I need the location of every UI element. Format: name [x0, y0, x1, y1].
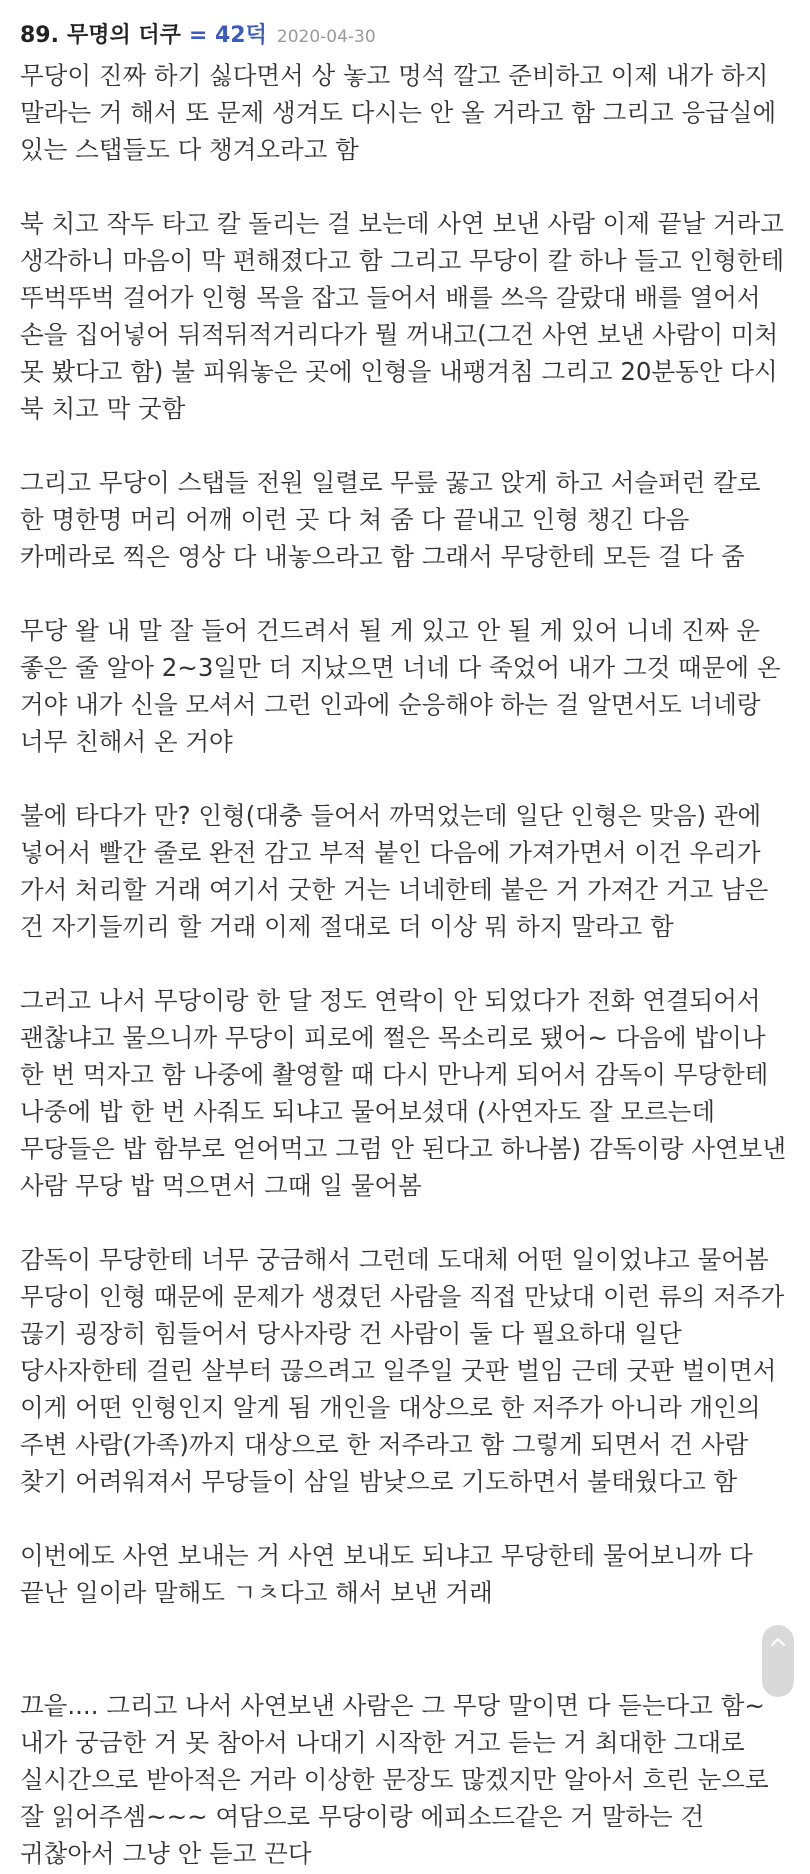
paragraph-5: 불에 타다가 만? 인형(대충 들어서 까먹었는데 일단 인형은 맞음) 관에 넣어서 빨간 줄로 완전 감고 부적 붙인 다음에 가져가면서 이건 우리가 가서 처리할 거래 여기서 굿한 거는 너네한테 붙은 거 가져간 거고 남은 건 자기들끼리 할 거래 이제 절대로 더 이상 뭐 하지 말라고 함: [20, 801, 769, 941]
paragraph-9: 끄읕.... 그리고 나서 사연보낸 사람은 그 무당 말이면 다 듣는다고 함~ 내가 궁금한 거 못 참아서 나대기 시작한 거고 듣는 거 최대한 그대로 실시간으로 받아적은 거라 이상한 문장도 많겠지만 알아서 흐린 눈으로 잘 읽어주셈~~~ 여담으로 무당이랑 에피소드같은 거 말하는 건 귀찮아서 그냥 안 듣고 끈다: [20, 1691, 769, 1868]
paragraph-6: 그러고 나서 무당이랑 한 달 정도 연락이 안 되었다가 전화 연결되어서 괜찮냐고 물으니까 무당이 피로에 쩔은 목소리로 됐어~ 다음에 밥이나 한 번 먹자고 함 나중에 촬영할 때 다시 만나게 되어서 감독이 무당한테 나중에 밥 한 번 사줘도 되냐고 물어보셨대 (사연자도 잘 모르는데 무당들은 밥 함부로 얻어먹고 그럼 안 된다고 하나봄) 감독이랑 사연보낸 사람 무당 밥 먹으면서 그때 일 물어봄: [20, 986, 786, 1200]
paragraph-spacer: [20, 1204, 790, 1241]
comment-score: = 42덕: [188, 23, 267, 48]
scroll-to-top-button[interactable]: [762, 1625, 794, 1697]
chevron-up-icon: [771, 1637, 785, 1646]
paragraph-spacer: [20, 168, 790, 205]
comment-header: [20, 18, 790, 49]
paragraph-spacer: [20, 945, 790, 982]
comment-number: 89.: [20, 23, 59, 48]
paragraph-spacer: [20, 760, 790, 797]
comment-post: [20, 18, 790, 1872]
comment-date: 2020-04-30: [276, 27, 376, 47]
paragraph-7: 감독이 무당한테 너무 궁금해서 그런데 도대체 어떤 일이었냐고 물어봄 무당이 인형 때문에 문제가 생겼던 사람을 직접 만났대 이런 류의 저주가 끊기 굉장히 힘들어서 당사자랑 건 사람이 둘 다 필요하대 일단 당사자한테 걸린 살부터 끊으려고 일주일 굿판 벌임 근데 굿판 벌이면서 이게 어떤 인형인지 알게 됨 개인을 대상으로 한 저주가 아니라 개인의 주변 사람(가족)까지 대상으로 한 저주라고 함 그렇게 되면서 건 사람 찾기 어려워져서 무당들이 삼일 밤낮으로 기도하면서 불태웠다고 함: [20, 1245, 785, 1496]
paragraph-spacer: [20, 1500, 790, 1537]
comment-body: [20, 57, 790, 1872]
paragraph-4: 무당 왈 내 말 잘 들어 건드려서 될 게 있고 안 될 게 있어 니네 진짜 운 좋은 줄 알아 2~3일만 더 지났으면 너네 다 죽었어 내가 그것 때문에 온 거야 내가 신을 모셔서 그런 인과에 순응해야 하는 걸 알면서도 너네랑 너무 친해서 온 거야: [20, 616, 781, 756]
paragraph-spacer: [20, 427, 790, 464]
paragraph-1: 무당이 진짜 하기 싫다면서 상 놓고 멍석 깔고 준비하고 이제 내가 하지 말라는 거 해서 또 문제 생겨도 다시는 안 올 거라고 함 그리고 응급실에 있는 스탭들도 다 챙겨오라고 함: [20, 61, 777, 164]
paragraph-2: 북 치고 작두 타고 칼 돌리는 걸 보는데 사연 보낸 사람 이제 끝날 거라고 생각하니 마음이 막 편해졌다고 함 그리고 무당이 칼 하나 들고 인형한테 뚜벅뚜벅 걸어가 인형 목을 잡고 들어서 배를 쓰윽 갈랐대 배를 열어서 손을 집어넣어 뒤적뒤적거리다가 뭘 꺼내고(그건 사연 보낸 사람이 미처 못 봤다고 함) 불 피워놓은 곳에 인형을 내팽겨침 그리고 20분동안 다시 북 치고 막 굿함: [20, 209, 785, 423]
paragraph-spacer: [20, 575, 790, 612]
paragraph-spacer: [20, 1611, 790, 1687]
paragraph-8: 이번에도 사연 보내는 거 사연 보내도 되냐고 무당한테 물어보니까 다 끝난 일이라 말해도 ㄱㅊ다고 해서 보낸 거래: [20, 1541, 753, 1607]
paragraph-3: 그리고 무당이 스탭들 전원 일렬로 무릎 꿇고 앉게 하고 서슬퍼런 칼로 한 명한명 머리 어깨 이런 곳 다 쳐 줌 다 끝내고 인형 챙긴 다음 카메라로 찍은 영상 다 내놓으라고 함 그래서 무당한테 모든 걸 다 줌: [20, 468, 761, 571]
comment-author[interactable]: 무명의 더쿠: [66, 23, 181, 48]
